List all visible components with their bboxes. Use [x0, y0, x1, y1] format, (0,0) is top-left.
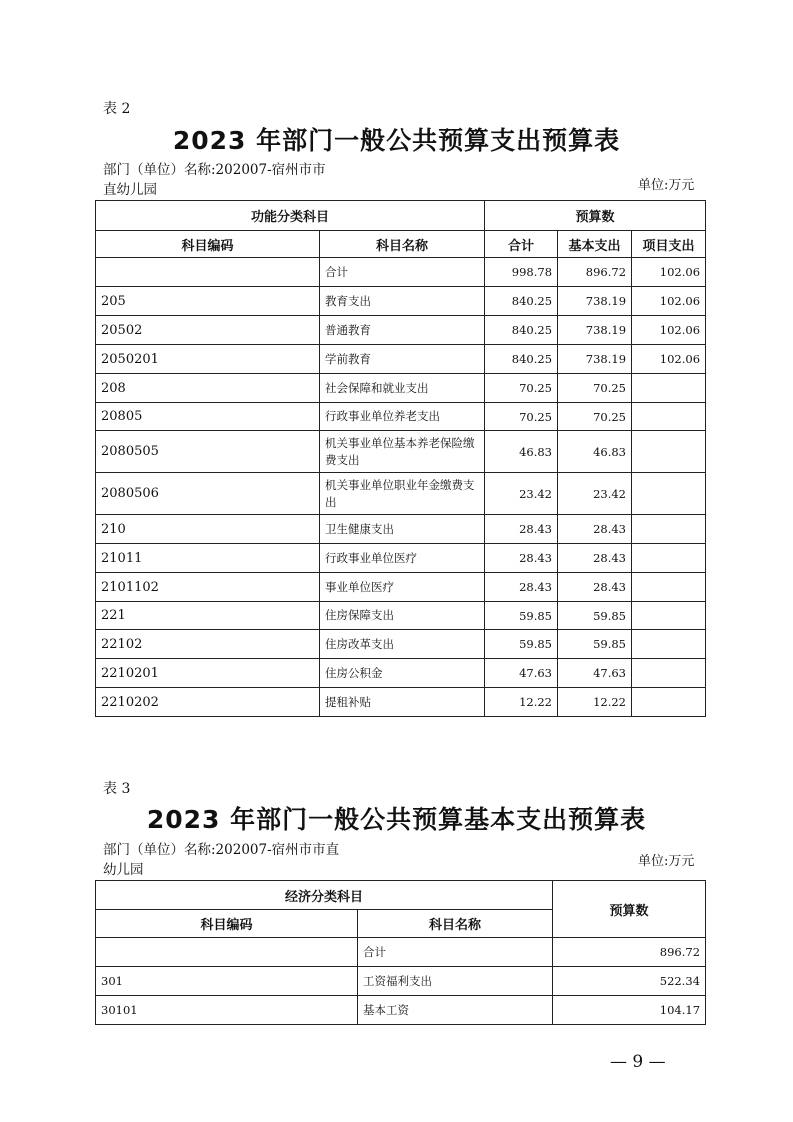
row-name: 合计	[320, 258, 485, 287]
table-row	[96, 659, 706, 688]
table3	[95, 880, 706, 1025]
row-name: 行政事业单位养老支出	[320, 403, 485, 431]
row-total: 59.85	[485, 602, 558, 630]
row-code: 2210201	[96, 659, 320, 688]
row-name: 住房保障支出	[320, 602, 485, 630]
table-row	[96, 258, 706, 287]
row-project	[632, 374, 706, 403]
row-code: 30101	[96, 996, 358, 1025]
table2-header-project: 项目支出	[632, 231, 706, 258]
row-total: 46.83	[485, 431, 558, 473]
row-code: 2080506	[96, 473, 320, 515]
row-name: 机关事业单位基本养老保险缴费支出	[320, 431, 485, 473]
row-project	[632, 659, 706, 688]
row-code: 205	[96, 287, 320, 316]
row-code: 21011	[96, 544, 320, 573]
table-row	[96, 967, 706, 996]
row-name: 教育支出	[320, 287, 485, 316]
row-name: 社会保障和就业支出	[320, 374, 485, 403]
table-row	[96, 602, 706, 630]
row-total: 998.78	[485, 258, 558, 287]
row-name: 行政事业单位医疗	[320, 544, 485, 573]
row-project: 102.06	[632, 287, 706, 316]
table2-header-name: 科目名称	[320, 231, 485, 258]
row-total: 840.25	[485, 316, 558, 345]
row-basic: 12.22	[558, 688, 632, 717]
row-code: 301	[96, 967, 358, 996]
row-amount: 896.72	[553, 938, 706, 967]
row-name: 卫生健康支出	[320, 515, 485, 544]
table-row	[96, 431, 706, 473]
row-basic: 70.25	[558, 374, 632, 403]
row-name: 工资福利支出	[358, 967, 553, 996]
row-total: 70.25	[485, 403, 558, 431]
table-row	[96, 374, 706, 403]
row-code: 22102	[96, 630, 320, 659]
table-row	[96, 345, 706, 374]
row-code: 208	[96, 374, 320, 403]
row-basic: 23.42	[558, 473, 632, 515]
row-basic: 59.85	[558, 630, 632, 659]
table2-label: 表 2	[103, 101, 131, 117]
table2-unit: 单位:万元	[638, 178, 695, 193]
row-project	[632, 431, 706, 473]
table-row	[96, 473, 706, 515]
row-code: 20805	[96, 403, 320, 431]
row-basic: 28.43	[558, 515, 632, 544]
row-project: 102.06	[632, 345, 706, 374]
row-code: 210	[96, 515, 320, 544]
row-total: 47.63	[485, 659, 558, 688]
table3-label: 表 3	[103, 781, 131, 797]
row-total: 59.85	[485, 630, 558, 659]
table2	[95, 200, 706, 717]
table-row	[96, 573, 706, 602]
row-name: 事业单位医疗	[320, 573, 485, 602]
row-code: 2101102	[96, 573, 320, 602]
row-amount: 522.34	[553, 967, 706, 996]
row-project	[632, 473, 706, 515]
row-code	[96, 938, 358, 967]
table-row	[96, 938, 706, 967]
table-row	[96, 316, 706, 345]
row-code: 221	[96, 602, 320, 630]
row-basic: 738.19	[558, 287, 632, 316]
row-total: 28.43	[485, 573, 558, 602]
row-project: 102.06	[632, 258, 706, 287]
row-project	[632, 515, 706, 544]
row-total: 840.25	[485, 345, 558, 374]
row-basic: 28.43	[558, 544, 632, 573]
table2-header-total: 合计	[485, 231, 558, 258]
row-name: 机关事业单位职业年金缴费支出	[320, 473, 485, 515]
row-project: 102.06	[632, 316, 706, 345]
row-name: 普通教育	[320, 316, 485, 345]
table2-header-basic: 基本支出	[558, 231, 632, 258]
row-name: 基本工资	[358, 996, 553, 1025]
table2-title: 2023 年部门一般公共预算支出预算表	[172, 126, 621, 155]
row-name: 住房公积金	[320, 659, 485, 688]
row-name: 合计	[358, 938, 553, 967]
row-total: 70.25	[485, 374, 558, 403]
table3-header-name: 科目名称	[358, 910, 553, 938]
table2-dept-line1: 部门（单位）名称:202007-宿州市市	[103, 162, 326, 178]
row-basic: 59.85	[558, 602, 632, 630]
row-project	[632, 573, 706, 602]
table2-dept-line2: 直幼儿园	[103, 182, 157, 198]
table-row	[96, 515, 706, 544]
row-amount: 104.17	[553, 996, 706, 1025]
row-project	[632, 602, 706, 630]
table-row	[96, 403, 706, 431]
row-basic: 738.19	[558, 316, 632, 345]
row-total: 28.43	[485, 515, 558, 544]
row-total: 23.42	[485, 473, 558, 515]
page-number: — 9 —	[610, 1052, 666, 1072]
row-name: 住房改革支出	[320, 630, 485, 659]
table-row	[96, 630, 706, 659]
table-row	[96, 996, 706, 1025]
row-basic: 46.83	[558, 431, 632, 473]
row-basic: 70.25	[558, 403, 632, 431]
row-basic: 738.19	[558, 345, 632, 374]
table2-header-code: 科目编码	[96, 231, 320, 258]
table3-title: 2023 年部门一般公共预算基本支出预算表	[146, 805, 647, 834]
row-project	[632, 688, 706, 717]
row-total: 840.25	[485, 287, 558, 316]
table-row	[96, 287, 706, 316]
row-code: 2080505	[96, 431, 320, 473]
row-code: 2210202	[96, 688, 320, 717]
table-row	[96, 544, 706, 573]
table3-unit: 单位:万元	[638, 854, 695, 869]
row-code	[96, 258, 320, 287]
table3-header-code: 科目编码	[96, 910, 358, 938]
row-basic: 28.43	[558, 573, 632, 602]
row-total: 12.22	[485, 688, 558, 717]
row-code: 20502	[96, 316, 320, 345]
row-name: 学前教育	[320, 345, 485, 374]
row-basic: 896.72	[558, 258, 632, 287]
table-row	[96, 688, 706, 717]
row-total: 28.43	[485, 544, 558, 573]
row-code: 2050201	[96, 345, 320, 374]
row-project	[632, 630, 706, 659]
row-project	[632, 403, 706, 431]
table3-header-economic-category: 经济分类科目	[96, 881, 553, 910]
row-basic: 47.63	[558, 659, 632, 688]
table3-dept-line1: 部门（单位）名称:202007-宿州市市直	[103, 842, 340, 858]
table3-header-budget: 预算数	[553, 881, 706, 938]
row-name: 提租补贴	[320, 688, 485, 717]
table2-header-budget: 预算数	[485, 201, 706, 231]
row-project	[632, 544, 706, 573]
table2-header-function-category: 功能分类科目	[96, 201, 485, 231]
table3-dept-line2: 幼儿园	[103, 862, 144, 878]
